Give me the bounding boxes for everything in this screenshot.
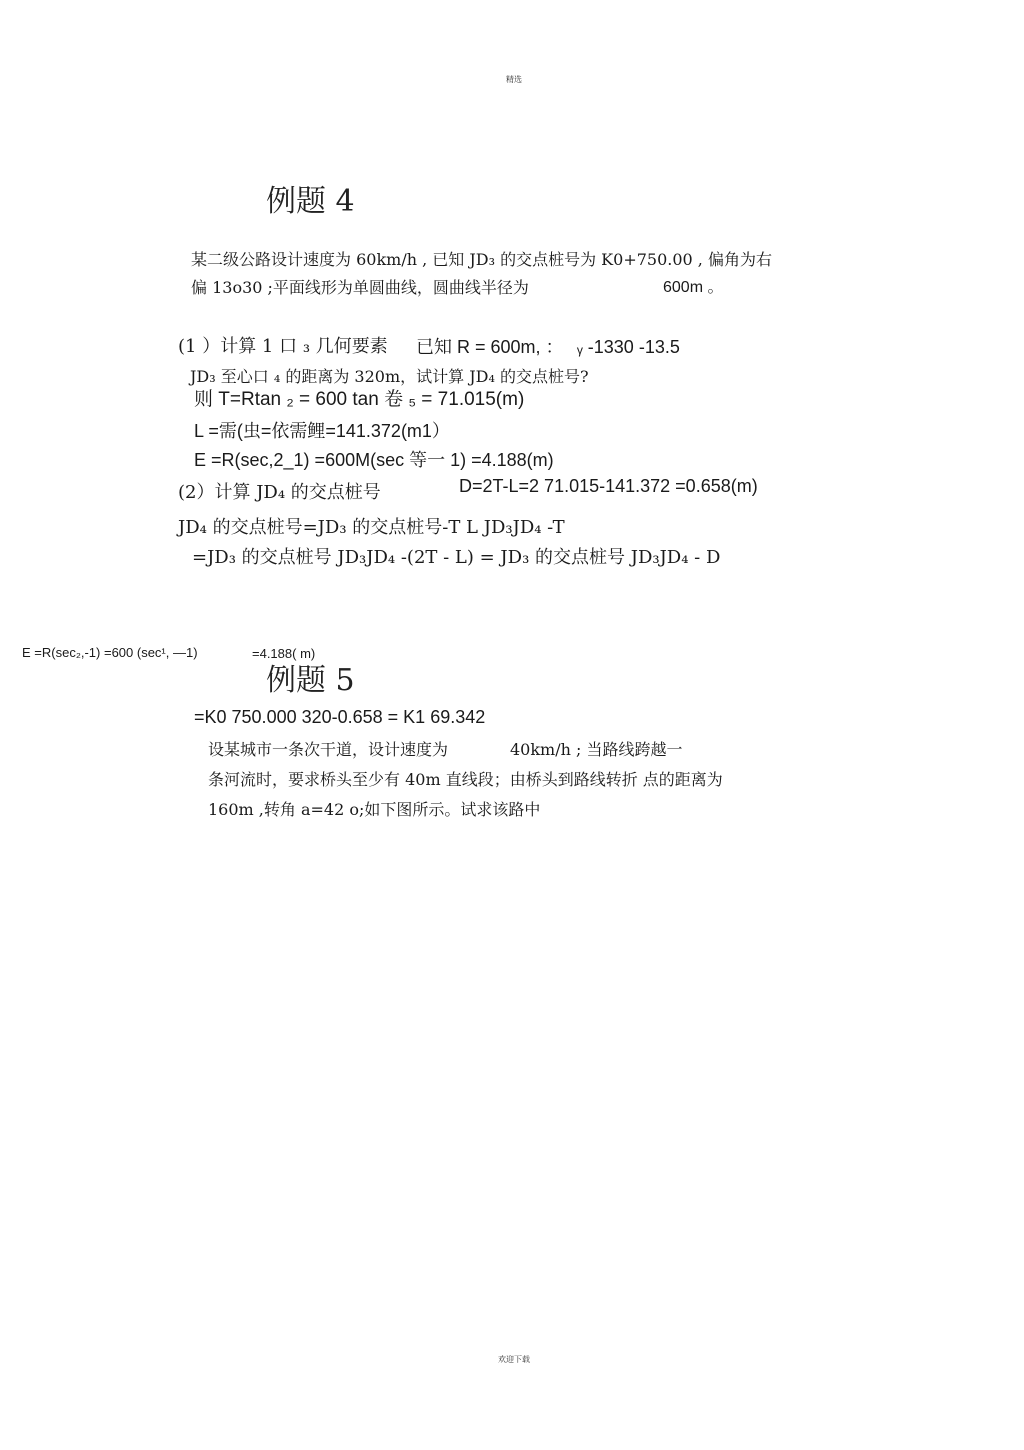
formula-D: D=2T-L=2 71.015-141.372 =0.658(m) (459, 476, 758, 496)
formula-E: E =R(sec,2_1) =600M(sec 等一 1) =4.188(m) (194, 450, 554, 470)
q2-label: (2）计算 JD₄ 的交点桩号 (178, 482, 381, 503)
side-formula-E-result: =4.188( m) (252, 646, 316, 661)
q1-given-angle: ᵧ -1330 -13.5 (577, 337, 680, 357)
example-4-problem-line-1: 某二级公路设计速度为 60km/h , 已知 JD₃ 的交点桩号为 K0+750.00 , 偏角为右 (191, 250, 772, 269)
example-5-line-1b: 40km/h ; 当路线跨越一 (510, 740, 683, 759)
example-5-line-2: 条河流时，要求桥头至少有 40m 直线段；由桥头到路线转折 点的距离为 (208, 770, 723, 789)
q1-label: (1 ）计算 1 口 ₃ 几何要素 (178, 336, 388, 357)
example-5-line-1a: 设某城市一条次干道，设计速度为 (208, 740, 449, 759)
example-4-problem-line-2b: 600m 。 (663, 279, 724, 296)
side-formula-E: E =R(sec₂,-1) =600 (sec¹, —1) (22, 645, 198, 660)
page-header: 精选 (506, 75, 522, 84)
q2-line-2: =JD₃ 的交点桩号 JD₃JD₄ -(2T - L) = JD₃ 的交点桩号 JD₃JD₄ - D (192, 547, 721, 568)
page-footer: 欢迎下载 (498, 1355, 530, 1364)
formula-T: 则 T=Rtan ₂ = 600 tan 卷 ₅ = 71.015(m) (194, 389, 525, 410)
example-4-problem-line-2a: 偏 13o30 ;平面线形为单圆曲线，圆曲线半径为 (191, 278, 529, 297)
example-4-title: 例题 4 (266, 184, 355, 219)
q2-line-1: JD₄ 的交点桩号=JD₃ 的交点桩号-T L JD₃JD₄ -T (178, 517, 565, 538)
q1-given: 已知 R = 600m, ： (416, 337, 564, 357)
example-5-title: 例题 5 (266, 663, 355, 698)
q1-distance-line: JD₃ 至心口 ₄ 的距离为 320m，试计算 JD₄ 的交点桩号? (190, 367, 589, 386)
example-5-line-3: 160m ,转角 a=42 o;如下图所示。试求该路中 (208, 800, 541, 819)
formula-L: L =需(虫=依需鲤=141.372(m1） (194, 421, 450, 441)
final-station-result: =K0 750.000 320-0.658 = K1 69.342 (194, 707, 486, 727)
